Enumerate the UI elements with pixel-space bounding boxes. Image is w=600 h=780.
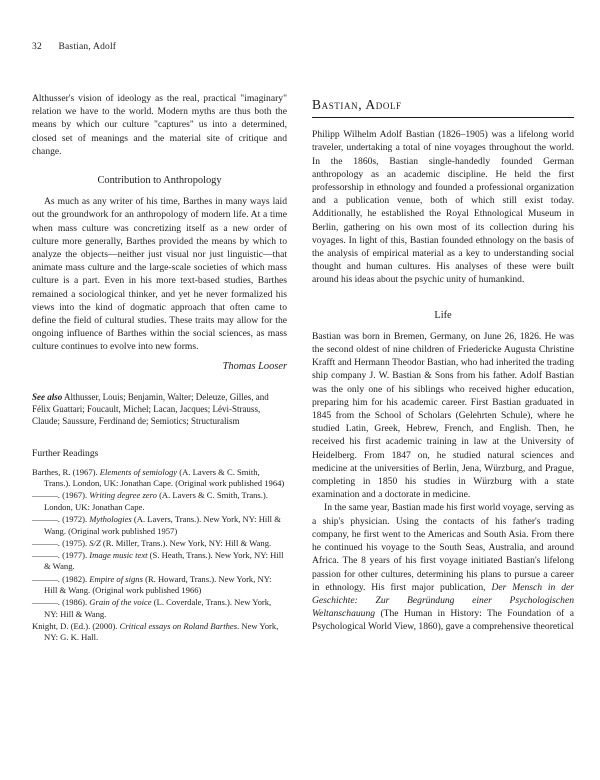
see-also-text: Althusser, Louis; Benjamin, Walter; Deleuze, Gilles, and Félix Guattari; Foucault, Michel; Lacan, Jacques; Lévi-Strauss, Claude; Saussure, Ferdinand de; Semiotics; Structuralism xyxy=(32,391,269,427)
reference-item: ———. (1977). Image music text (S. Heath, Trans.). New York, NY: Hill & Wang. xyxy=(32,549,284,572)
page-number: 32 xyxy=(32,42,42,52)
running-head xyxy=(32,42,116,52)
reference-item: ———. (1975). S/Z (R. Miller, Trans.). New York, NY: Hill & Wang. xyxy=(32,537,272,548)
author-signature: Thomas Looser xyxy=(222,360,287,372)
reference-item: Knight, D. (Ed.). (2000). Critical essays on Roland Barthes. New York, NY: G. K. Hall. xyxy=(32,620,279,643)
left-column xyxy=(32,92,287,645)
life-paragraph-2: In the same year, Bastian made his first world voyage, serving as a ship's physician. Using the contacts of his father's trading company, he first went to the Americas and South Asia. From there he continued his voyage to the South Seas, Australia, and around Africa. The 8 years of his first voyage initiated Bastian's lifelong passion for other cultures, determining his plans to pursue a career in ethnology. His first major publication, Der Mensch in der Geschichte: Zur Begründung einer Psychologischen Weltanschauung (The Human in History: The Foundation of a Psychological World View, 1860), gave a comprehensive theoretical xyxy=(312,502,574,633)
life-paragraph-1: Bastian was born in Bremen, Germany, on June 26, 1826. He was the second oldest of nine children of Friedericke Augusta Christine Krafft and Hermann Theodor Bastian, who had inherited the trading ship company J. W. Bastian & Sons from his father. Adolf Bastian was the only one of his siblings who received higher education, preparing him for his academic career. First Bastian graduated in 1845 from the School of Scholars (Gelehrten Schule), where he studied Latin, Greek, Hebrew, French, and English. Then, he received his first academic training in law at the University of Heidelberg. From 1847 on, he studied natural sciences and medicine at the universities of Berlin, Jena, Würzburg, and Prague, completing in 1850 his studies in Würzburg with a state examination and a doctorate in medicine. xyxy=(312,330,574,501)
reference-item: Barthes, R. (1967). Elements of semiology (A. Lavers & C. Smith, Trans.). London, UK: Jonathan Cape. (Original work published 1964) xyxy=(32,466,285,489)
contribution-paragraph: As much as any writer of his time, Barthes in many ways laid out the groundwork for an anthropology of modern life. At a time when mass culture was concretizing itself as a new order of culture more generally, Barthes provided the means by which to analyze the objects—neither just visual nor just linguistic—that animate mass culture and the large-scale societies of which mass culture is a part. Even in his more text-based studies, Barthes remained a sociological thinker, and yet he never formalized his views into the kind of dogmatic approach that often came to define the field of cultural studies. These traits may allow for the ongoing influence of Barthes within the social sciences, as mass culture continues to evolve into new forms. xyxy=(32,196,287,353)
reference-item: ———. (1986). Grain of the voice (L. Coverdale, Trans.). New York, NY: Hill & Wang. xyxy=(32,597,272,619)
see-also xyxy=(32,391,287,428)
further-readings-heading: Further Readings xyxy=(32,448,99,460)
entry-title: Bastian, Adolf xyxy=(312,98,574,118)
reference-item: ———. (1967). Writing degree zero (A. Lavers & C. Smith, Trans.). London, UK: Jonathan Cape. xyxy=(32,490,268,512)
right-column xyxy=(312,92,574,634)
see-also-label: See also xyxy=(32,391,63,402)
left-intro-paragraph: Althusser's vision of ideology as the real, practical "imaginary" relation we have to the world. Modern myths are thus both the means by which our culture "captures" us into a determined, closed set of meanings and the material site of critique and change. xyxy=(32,93,287,157)
running-head-title: Bastian, Adolf xyxy=(58,42,117,52)
entry-intro-paragraph: Philipp Wilhelm Adolf Bastian (1826–1905) was a lifelong world traveler, undertaking a total of nine voyages throughout the world. In the 1860s, Bastian single-handedly founded German anthropology as an academic discipline. He held the first professorship in ethnology and founded a professional organization and a publication venue, both of which still exist today. Additionally, he established the Royal Ethnological Museum in Berlin, gathering on his own most of its collection during his voyages. In light of this, Bastian founded ethnology on the basis of the analysis of empirical material as a key to understanding social thought and human cultures. His analyses of these were built around his ideas about the psychic unity of humankind. xyxy=(312,129,574,286)
life-heading: Life xyxy=(434,309,452,321)
reference-item: ———. (1982). Empire of signs (R. Howard, Trans.). New York, NY: Hill & Wang. (Original work published 1966) xyxy=(32,573,272,596)
reference-item: ———. (1972). Mythologies (A. Lavers, Trans.). New York, NY: Hill & Wang. (Original work published 1957) xyxy=(32,514,281,536)
reference-list xyxy=(32,467,287,644)
contribution-heading: Contribution to Anthropology xyxy=(97,175,222,187)
